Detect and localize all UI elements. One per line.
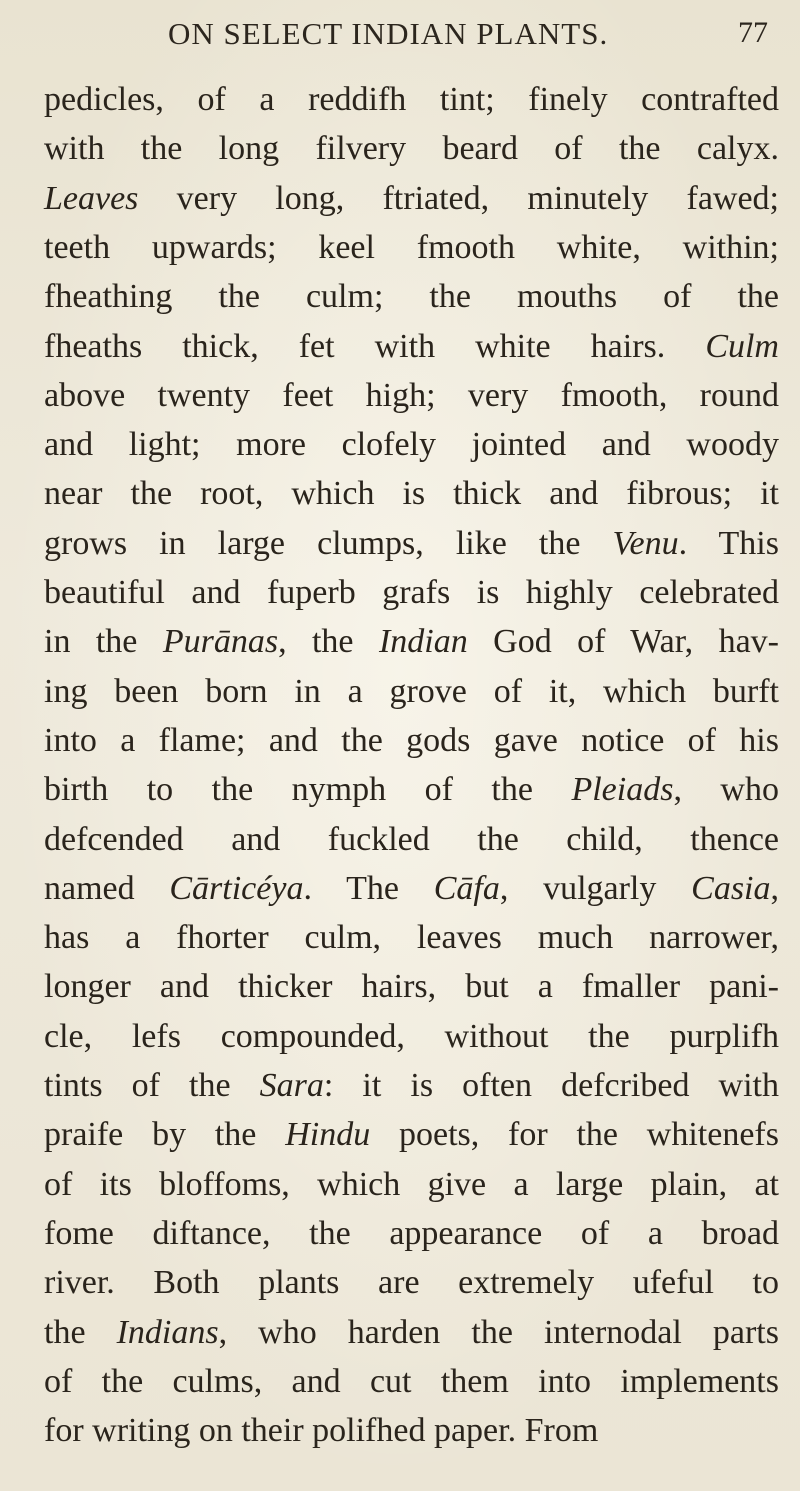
text-run: in the [44, 623, 163, 661]
text-run: praife by the [44, 1116, 286, 1154]
text-line [44, 466, 779, 522]
text-run: has a fhorter culm, leaves much narrower, [44, 919, 779, 957]
text-line [44, 762, 779, 818]
text-run: tints of the [44, 1067, 260, 1104]
text-run: into a flame; and the gods gave notice of his [44, 721, 779, 759]
text-line [44, 1354, 779, 1410]
text-line [44, 220, 779, 276]
text-run: , vulgarly [499, 869, 692, 907]
text-run: and light; more clofely jointed and woody [44, 426, 779, 464]
text-run: very long, ftriated, minutely fawed; [138, 179, 779, 217]
text-run: fheaths thick, fet with white hairs. [44, 327, 706, 365]
italic-text: Leaves [44, 179, 139, 217]
text-line [44, 72, 779, 128]
text-line [44, 812, 779, 868]
text-run: . This [678, 524, 779, 562]
italic-text: Culm [705, 327, 779, 365]
text-run: , who harden the internodal parts [218, 1313, 779, 1351]
italic-text: Purānas [162, 623, 279, 661]
text-run: beautiful and fuperb grafs is highly celebrated [44, 574, 779, 611]
text-line [44, 368, 779, 424]
text-run: . The [303, 869, 434, 907]
italic-text: Pleiads [571, 771, 674, 809]
italic-text: Cārticéya [169, 869, 304, 907]
text-run: fome diftance, the appearance of a broad [44, 1214, 779, 1252]
italic-text: Indian [378, 623, 468, 661]
text-run: grows in large clumps, like the [44, 524, 613, 562]
text-line [44, 516, 779, 572]
text-run: , [770, 869, 779, 907]
italic-text: Indians [116, 1313, 219, 1351]
text-line [44, 910, 779, 966]
text-run: the [44, 1313, 117, 1351]
italic-text: Sara [259, 1067, 324, 1104]
text-run: named [44, 869, 170, 907]
text-line [44, 861, 779, 917]
text-run: : it is often defcribed with [323, 1067, 779, 1104]
text-run: God of War, hav- [467, 623, 779, 661]
text-run: , who [673, 771, 779, 809]
text-line [44, 614, 779, 670]
text-run: of the culms, and cut them into implements [44, 1362, 779, 1400]
text-line [44, 664, 779, 720]
text-line [44, 1009, 779, 1065]
text-line [44, 959, 779, 1015]
text-line [44, 417, 779, 473]
italic-text: Casia [691, 869, 771, 907]
text-run: longer and thicker hairs, but a fmaller pani- [44, 968, 779, 1006]
text-run: river. Both plants are extremely ufeful to [44, 1264, 779, 1302]
text-line [44, 1206, 779, 1262]
text-run: fheathing the culm; the mouths of the [44, 278, 779, 316]
text-run: defcended and fuckled the child, thence [44, 820, 779, 858]
text-run: near the root, which is thick and fibrous; it [44, 475, 779, 513]
italic-text: Cāfa [433, 869, 500, 907]
text-line [44, 319, 779, 375]
text-line [44, 713, 779, 769]
page-header [0, 6, 800, 56]
text-line [44, 565, 779, 621]
text-line [44, 1403, 779, 1459]
text-line [44, 171, 779, 227]
text-run: above twenty feet high; very fmooth, round [44, 376, 779, 414]
italic-text: Venu [612, 524, 679, 562]
text-run: teeth upwards; keel fmooth white, within; [44, 228, 779, 266]
text-run: with the long filvery beard of the calyx. [44, 130, 779, 168]
text-run: poets, for the whitenefs [370, 1116, 779, 1154]
text-line [44, 269, 779, 325]
text-run: birth to the nymph of the [44, 771, 572, 809]
text-run: for writing on their polifhed paper. From [44, 1412, 599, 1450]
text-run: , the [278, 623, 379, 661]
text-run: of its bloffoms, which give a large plain, at [44, 1165, 779, 1203]
text-line [44, 1255, 779, 1311]
text-line [44, 1058, 779, 1114]
text-line [44, 1157, 779, 1213]
text-line [44, 1305, 779, 1361]
text-line [44, 1107, 779, 1163]
text-line [44, 121, 779, 177]
text-run: pedicles, of a reddifh tint; finely contrafted [44, 81, 779, 118]
running-head: ON SELECT INDIAN PLANTS. [168, 16, 609, 51]
italic-text: Hindu [285, 1116, 371, 1154]
page-number: 77 [738, 16, 768, 49]
text-run: cle, lefs compounded, without the purplifh [44, 1017, 779, 1055]
text-run: ing been born in a grove of it, which burft [44, 672, 779, 710]
